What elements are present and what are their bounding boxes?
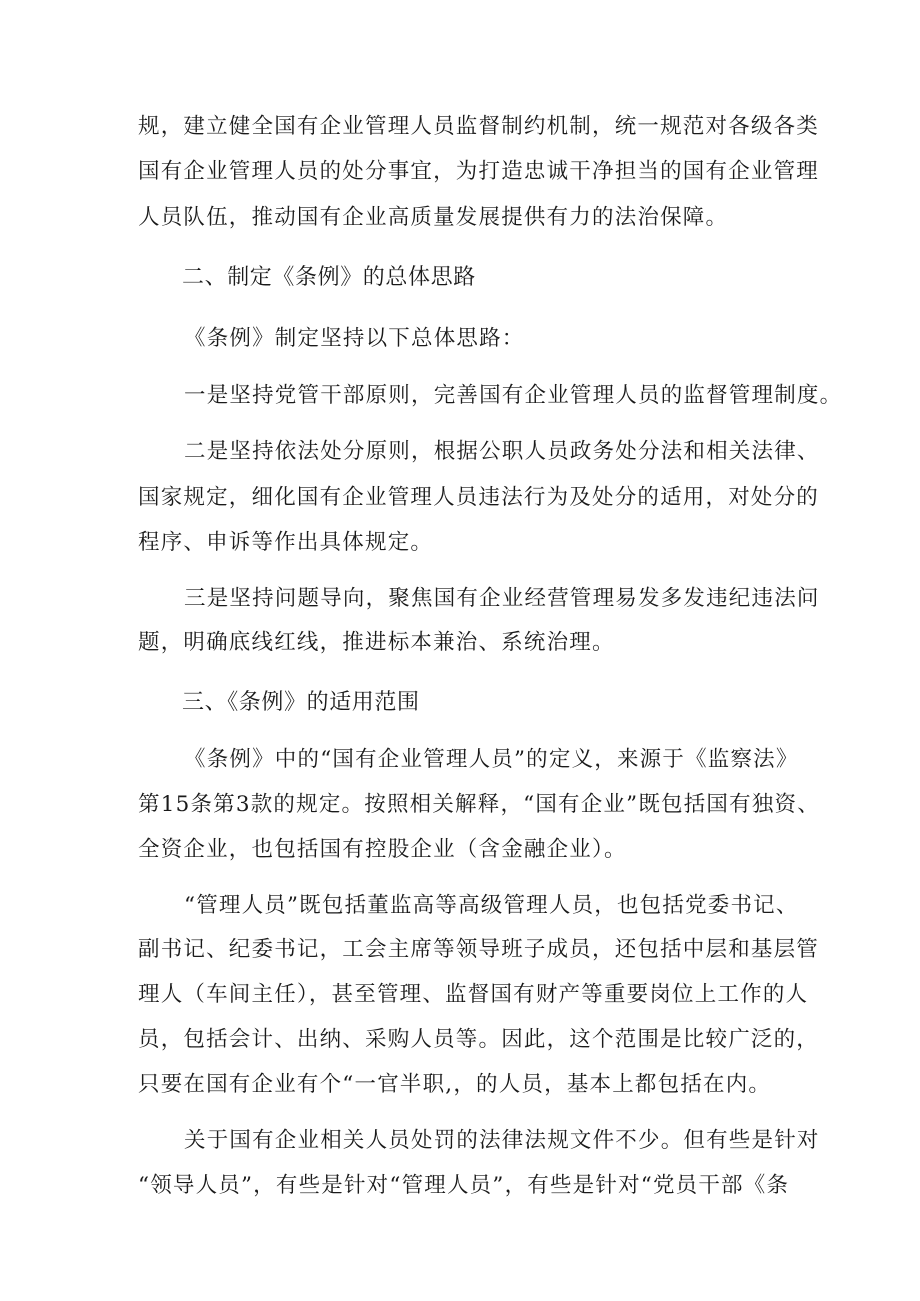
body-text-line: 副书记、纪委书记，工会主席等领导班子成员，还包括中层和基层管: [138, 937, 820, 962]
section-heading: 二、制定《条例》的总体思路: [182, 265, 476, 290]
body-text-line: 第15条第3款的规定。按照相关解释，“国有企业”既包括国有独资、: [138, 792, 820, 817]
body-text-line: 规，建立健全国有企业管理人员监督制约机制，统一规范对各级各类: [138, 114, 820, 139]
body-text-line: 三是坚持问题导向，聚焦国有企业经营管理易发多发违纪违法问: [184, 586, 820, 611]
body-text-line: 理人（车间主任），甚至管理、监督国有财产等重要岗位上工作的人: [138, 982, 809, 1007]
body-text-line: 员，包括会计、出纳、采购人员等。因此，这个范围是比较广泛的，: [138, 1027, 820, 1052]
body-text-line: 国家规定，细化国有企业管理人员违法行为及处分的适用，对处分的: [138, 485, 820, 510]
body-text-line: 《条例》中的“国有企业管理人员”的定义，来源于《监察法》: [184, 747, 799, 772]
body-text-line: “领导人员”，有些是针对“管理人员”，有些是针对“党员干部《条: [138, 1173, 790, 1198]
body-text-line: 《条例》制定坚持以下总体思路：: [184, 326, 525, 351]
body-text-line: “管理人员”既包括董监高等高级管理人员，也包括党委书记、: [184, 893, 799, 918]
body-text-line: 一是坚持党管干部原则，完善国有企业管理人员的监督管理制度。: [184, 383, 843, 408]
section-heading: 三、《条例》的适用范围: [182, 690, 420, 715]
body-text-line: 人员队伍，推动国有企业高质量发展提供有力的法治保障。: [138, 205, 729, 230]
body-text-line: 全资企业，也包括国有控股企业（含金融企业）。: [138, 837, 627, 862]
body-text-line: 只要在国有企业有个“一官半职,，的人员，基本上都包括在内。: [138, 1072, 772, 1097]
body-text-line: 题，明确底线红线，推进标本兼治、系统治理。: [138, 630, 615, 655]
body-text-line: 程序、申诉等作出具体规定。: [138, 530, 434, 555]
body-text-line: 国有企业管理人员的处分事宜，为打造忠诚干净担当的国有企业管理: [138, 159, 820, 184]
body-text-line: 二是坚持依法处分原则，根据公职人员政务处分法和相关法律、: [184, 439, 820, 464]
body-text-line: 关于国有企业相关人员处罚的法律法规文件不少。但有些是针对: [184, 1128, 820, 1153]
